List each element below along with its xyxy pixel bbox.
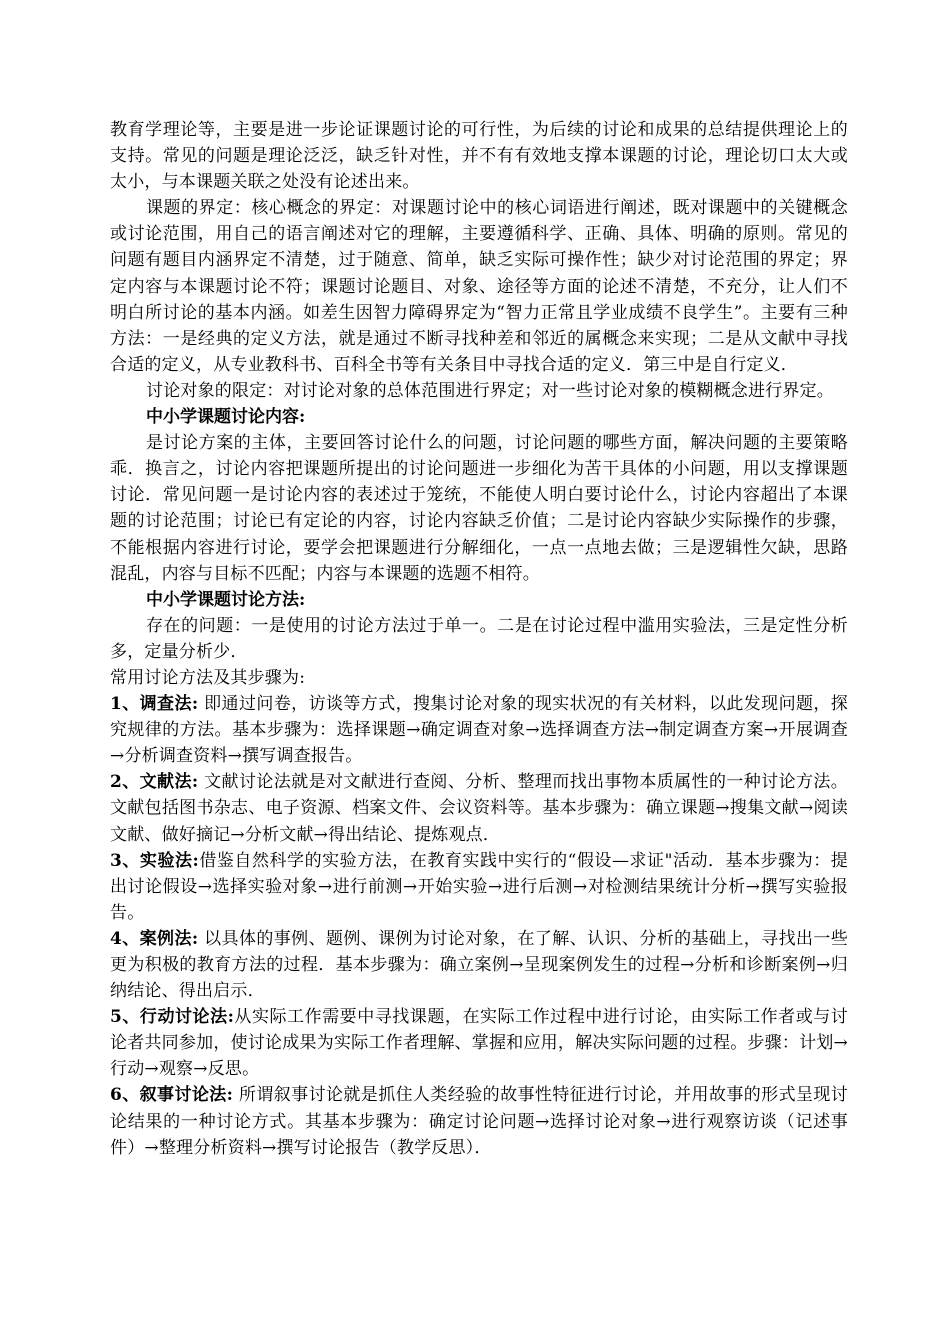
paragraph-theory: 教育学理论等，主要是进一步论证课题讨论的可行性，为后续的讨论和成果的总结提供理论上的支持。常见的问题是理论泛泛，缺乏针对性，并不有有效地支撑本课题的讨论，理论切口太大或太小，与本课题关联之处没有论述出来。 (110, 120, 848, 193)
method-text: 所谓叙事讨论就是抓住人类经验的故事性特征进行讨论，并用故事的形式呈现讨论结果的一种讨论方式。其基本步骤为：确定讨论问题→选择讨论对象→进行观察访谈（记述事件）→整理分析资料→撰写讨论报告（教学反思）． (110, 1085, 848, 1158)
paragraph-research-content: 是讨论方案的主体，主要回答讨论什么的问题，讨论问题的哪些方面，解决问题的主要策略乖．换言之，讨论内容把课题所提出的讨论问题进一步细化为苦干具体的小问题，用以支撑课题讨论．常见问题一是讨论内容的表述过于笼统，不能使人明白要讨论什么，讨论内容超出了本课题的讨论范围；讨论已有定论的内容，讨论内容缺乏价值；二是讨论内容缺少实际操作的步骤，不能根据内容进行讨论，要学会把课题进行分解细化，一点一点地去做；三是逻辑性欠缺，思路混乱，内容与目标不匹配；内容与本课题的选题不相符。 (110, 433, 848, 584)
method-text: 即通过问卷，访谈等方式，搜集讨论对象的现实状况的有关材料，以此发现问题，探究规律的方法。基本步骤为：选择课题→确定调查对象→选择调查方法→制定调查方案→开展调查→分析调查资料→撰写调查报告。 (110, 694, 848, 767)
method-item-action (110, 1004, 848, 1082)
method-name: 5、行动讨论法: (110, 1007, 235, 1028)
paragraph-definition: 课题的界定：核心概念的界定：对课题讨论中的核心词语进行阐述，既对课题中的关键概念或讨论范围，用自己的语言阐述对它的理解，主要遵循科学、正确、具体、明确的原则。常见的问题有题目内涵界定不清楚，过于随意、简单，缺乏实际可操作性；缺少对讨论范围的界定；界定内容与本课题讨论不符；课题讨论题目、对象、途径等方面的论述不清楚，不充分，让人们不明白所讨论的基本内涵。如差生因智力障碍界定为“智力正常且学业成绩不良学生”。主要有三种方法：一是经典的定义方法，就是通过不断寻找种差和邻近的属概念来实现；二是从文献中寻找合适的定义，从专业教科书、百科全书等有关条目中寻找合适的定义．第三中是自行定义． (110, 198, 848, 375)
heading-research-methods: 中小学课题讨论方法: (146, 589, 306, 610)
heading-research-content: 中小学课题讨论内容: (146, 407, 306, 428)
method-item-narrative (110, 1082, 848, 1160)
method-text: 以具体的事例、题例、课例为讨论对象，在了解、认识、分析的基础上，寻找出一些更为积极的教育方法的过程．基本步骤为：确立案例→呈现案例发生的过程→分析和诊断案例→归纳结论、得出启示． (110, 928, 848, 1002)
method-name: 2、文献法: (110, 772, 199, 793)
method-item-experiment (110, 848, 848, 926)
method-text: 借鉴自然科学的实验方法，在教育实践中实行的“假设—求证"活动．基本步骤为：提出讨论假设→选择实验对象→进行前测→开始实验→进行后测→对检测结果统计分析→撰写实验报告。 (110, 850, 848, 923)
document-page (110, 117, 848, 1161)
method-name: 6、叙事讨论法: (110, 1085, 234, 1106)
paragraph-method-intro: 常用讨论方法及其步骤为: (110, 667, 306, 688)
method-name: 4、案例法: (110, 928, 199, 949)
paragraph-method-problems: 存在的问题：一是使用的讨论方法过于单一。二是在讨论过程中滥用实验法，三是定性分析多，定量分析少． (110, 615, 848, 662)
paragraph-object-limit: 讨论对象的限定：对讨论对象的总体范围进行界定；对一些讨论对象的模糊概念进行界定。 (146, 380, 834, 401)
method-name: 3、实验法: (110, 850, 199, 871)
method-text: 从实际工作需要中寻找课题，在实际工作过程中进行讨论，由实际工作者或与讨论者共同参加，使讨论成果为实际工作者理解、掌握和应用，解决实际问题的过程。步骤：计划→行动→观察→反思。 (110, 1007, 848, 1080)
method-item-literature (110, 769, 848, 847)
method-item-survey (110, 691, 848, 769)
method-name: 1、调查法: (110, 694, 199, 715)
method-text: 文献讨论法就是对文献进行查阅、分析、整理而找出事物本质属性的一种讨论方法。文献包括图书杂志、电子资源、档案文件、会议资料等。基本步骤为：确立课题→搜集文献→阅读文献、做好摘记→分析文献→得出结论、提炼观点． (110, 772, 848, 845)
method-item-case (110, 926, 848, 1004)
